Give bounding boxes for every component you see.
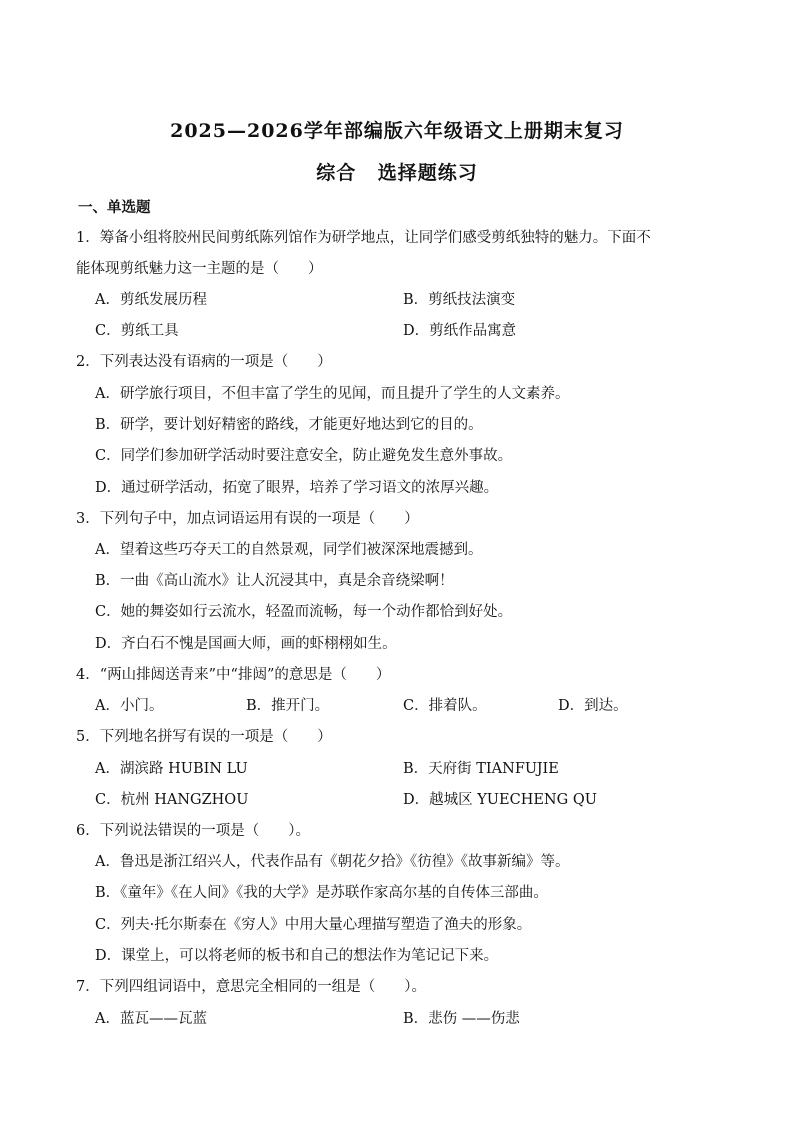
question-2-option-b: B．研学，要计划好精密的路线，才能更好地达到它的目的。 xyxy=(95,417,483,433)
question-5-option-a: A．湖滨路 HUBIN LU xyxy=(95,761,248,777)
question-3-stem: 3．下列句子中，加点词语运用有误的一项是（ ） xyxy=(76,511,419,527)
question-1-option-c: C．剪纸工具 xyxy=(95,323,179,339)
question-1-stem-line-1: 1．筹备小组将胶州民间剪纸陈列馆作为研学地点，让同学们感受剪纸独特的魅力。下面不 xyxy=(76,230,651,246)
question-5-stem: 5．下列地名拼写有误的一项是（ ） xyxy=(76,729,332,745)
question-6-option-a: A．鲁迅是浙江绍兴人，代表作品有《朝花夕拾》《彷徨》《故事新编》等。 xyxy=(95,854,570,870)
question-4-stem: 4．“两山排闼送青来”中“排闼”的意思是（ ） xyxy=(76,667,391,683)
question-2-stem: 2．下列表达没有语病的一项是（ ） xyxy=(76,354,332,370)
question-7-option-a: A．蓝瓦——瓦蓝 xyxy=(95,1011,207,1027)
question-6-stem: 6．下列说法错误的一项是（ ）。 xyxy=(76,823,310,839)
question-5-option-d: D．越城区 YUECHENG QU xyxy=(403,792,597,808)
question-4-option-a: A．小门。 xyxy=(95,698,164,714)
question-5-option-b: B．天府街 TIANFUJIE xyxy=(403,761,559,777)
question-1-option-d: D．剪纸作品寓意 xyxy=(403,323,517,339)
question-4-option-c: C．排着队。 xyxy=(403,698,487,714)
page-subtitle: 综合 选择题练习 xyxy=(316,162,478,184)
question-6-option-b: B．《童年》《在人间》《我的大学》是苏联作家高尔基的自传体三部曲。 xyxy=(95,885,548,901)
question-6-option-d: D．课堂上，可以将老师的板书和自己的想法作为笔记记下来。 xyxy=(95,948,499,964)
question-4-option-d: D．到达。 xyxy=(558,698,628,714)
question-3-option-d: D．齐白石不愧是国画大师，画的虾栩栩如生。 xyxy=(95,636,397,652)
question-1-stem-line-2: 能体现剪纸魅力这一主题的是（ ） xyxy=(76,261,323,277)
question-3-option-c: C．她的舞姿如行云流水，轻盈而流畅，每一个动作都恰到好处。 xyxy=(95,604,513,620)
question-6-option-c: C．列夫·托尔斯泰在《穷人》中用大量心理描写塑造了渔夫的形象。 xyxy=(95,917,532,933)
page-title: 2025—2026学年部编版六年级语文上册期末复习 xyxy=(170,120,624,142)
question-2-option-c: C．同学们参加研学活动时要注意安全，防止避免发生意外事故。 xyxy=(95,448,513,464)
question-2-option-a: A．研学旅行项目，不但丰富了学生的见闻，而且提升了学生的人文素养。 xyxy=(95,386,570,402)
question-2-option-d: D．通过研学活动，拓宽了眼界，培养了学习语文的浓厚兴趣。 xyxy=(95,480,499,496)
question-7-option-b: B．悲伤 ——伤悲 xyxy=(403,1011,520,1027)
question-7-stem: 7．下列四组词语中，意思完全相同的一组是（ ）。 xyxy=(76,979,426,995)
question-5-option-c: C．杭州 HANGZHOU xyxy=(95,792,249,808)
question-1-option-b: B．剪纸技法演变 xyxy=(403,292,516,308)
question-3-option-b: B．一曲《高山流水》让人沉浸其中，真是余音绕梁啊！ xyxy=(95,573,454,589)
section-heading: 一、单选题 xyxy=(78,199,151,216)
question-1-option-a: A．剪纸发展历程 xyxy=(95,292,207,308)
question-3-option-a: A．望着这些巧夺天工的自然景观，同学们被深深地震撼到。 xyxy=(95,542,483,558)
question-4-option-b: B．推开门。 xyxy=(246,698,330,714)
